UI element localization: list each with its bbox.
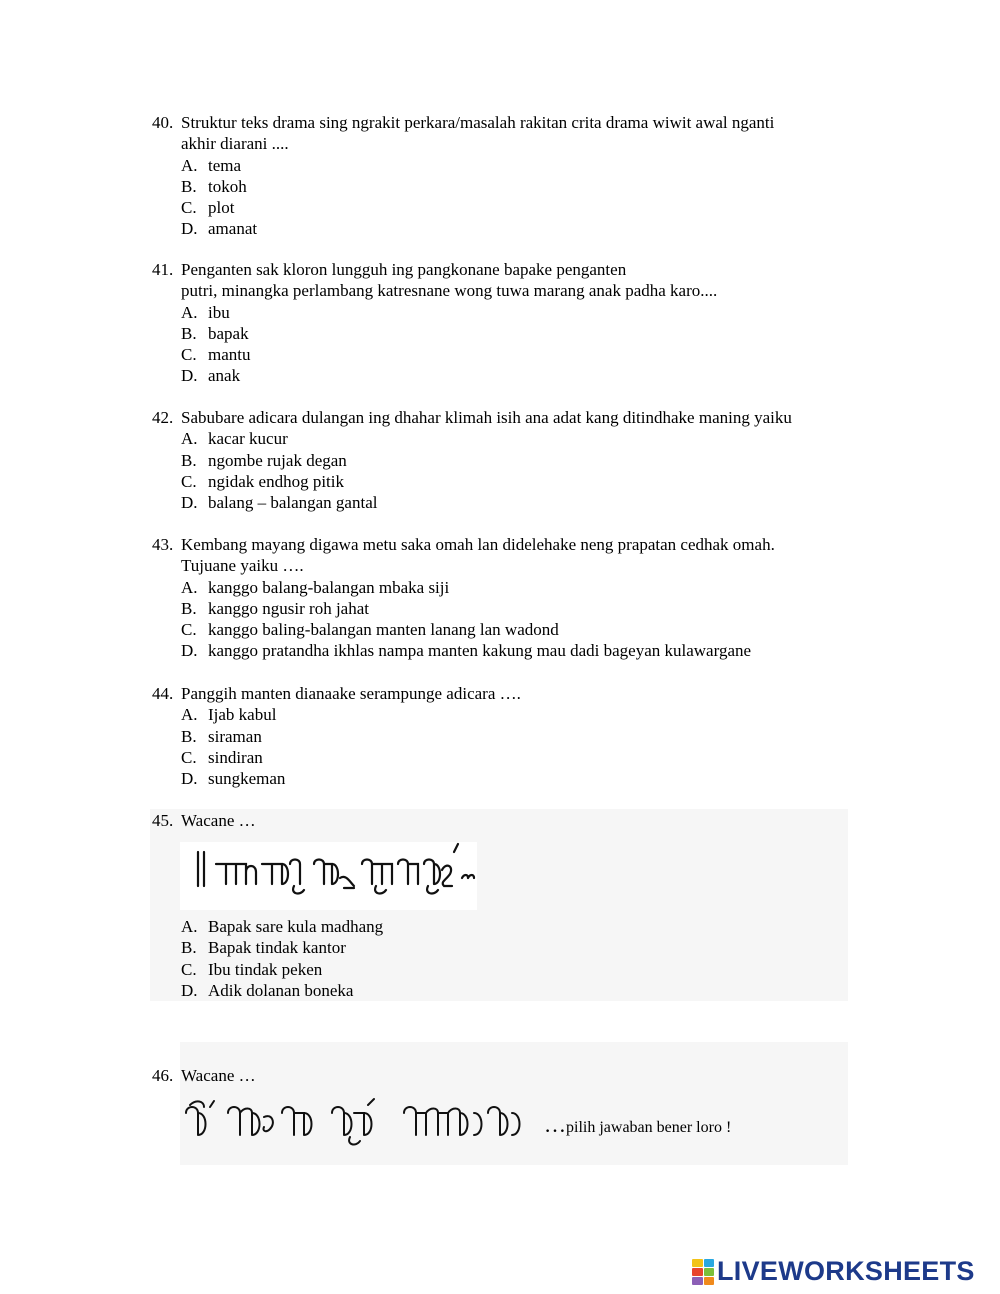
option-text: Ibu tindak peken — [208, 959, 323, 979]
option-text: ibu — [208, 302, 230, 322]
option-text: kanggo baling-balangan manten lanang lan wadond — [208, 620, 559, 640]
option-letter: C. — [181, 198, 197, 218]
option-text: anak — [208, 366, 241, 386]
option-text: tokoh — [208, 176, 247, 196]
question-45-options — [152, 916, 872, 1001]
option-text: kanggo pratandha ikhlas nampa manten kakung mau dadi bageyan kulawargane — [208, 641, 752, 661]
question-41 — [152, 259, 872, 387]
option-d[interactable] — [181, 365, 872, 386]
question-number: 43. — [152, 535, 174, 554]
question-number: 42. — [152, 408, 174, 427]
question-stem-line: Struktur teks drama sing ngrakit perkara/masalah rakitan crita drama wiwit awal nganti — [181, 113, 775, 132]
option-a[interactable] — [181, 577, 872, 598]
option-b[interactable] — [181, 176, 872, 197]
question-number: 41. — [152, 260, 174, 279]
question-number: 46. — [152, 1066, 174, 1085]
ellipsis: … — [544, 1112, 566, 1137]
instruction-text: pilih jawaban bener loro ! — [566, 1119, 732, 1136]
question-stem-line: akhir diarani .... — [181, 134, 289, 154]
option-a[interactable] — [181, 302, 872, 323]
question-stem-line: Wacane … — [181, 1066, 256, 1085]
option-text: plot — [208, 198, 235, 218]
question-number: 44. — [152, 684, 174, 703]
option-text: ngidak endhog pitik — [208, 471, 344, 491]
option-text: tema — [208, 155, 242, 175]
question-number: 45. — [152, 811, 174, 830]
option-c[interactable] — [181, 747, 872, 768]
javanese-script-drawing-46 — [182, 1097, 542, 1149]
option-b[interactable] — [181, 598, 872, 619]
option-a[interactable] — [181, 428, 872, 449]
option-text: Bapak sare kula madhang — [208, 917, 384, 936]
option-d[interactable] — [181, 768, 872, 789]
question-stem-line: Tujuane yaiku …. — [181, 556, 304, 576]
option-text: ngombe rujak degan — [208, 450, 347, 470]
option-a[interactable] — [181, 916, 872, 937]
option-letter: A. — [181, 917, 198, 936]
option-text: sindiran — [208, 747, 263, 767]
option-text: kanggo ngusir roh jahat — [208, 598, 369, 618]
option-text: balang – balangan gantal — [208, 493, 378, 513]
logo-block — [692, 1259, 703, 1267]
option-c[interactable] — [181, 344, 872, 365]
q46-shade-inner — [150, 1042, 180, 1165]
option-a[interactable] — [181, 155, 872, 176]
logo-block — [692, 1277, 703, 1285]
option-letter: B. — [181, 323, 197, 343]
option-text: mantu — [208, 345, 251, 365]
question-stem-line: Wacane … — [181, 811, 256, 830]
option-text: Bapak tindak kantor — [208, 938, 346, 958]
question-46-instruction — [544, 1112, 731, 1138]
question-40 — [152, 112, 872, 240]
question-stem-line: Penganten sak kloron lungguh ing pangkonane bapake penganten — [181, 260, 627, 279]
option-letter: C. — [181, 747, 197, 767]
option-text: Adik dolanan boneka — [208, 980, 354, 1000]
option-letter: D. — [181, 641, 198, 661]
option-letter: A. — [181, 429, 198, 449]
question-stem-line: putri, minangka perlambang katresnane wong tuwa marang anak padha karo.... — [181, 281, 718, 301]
logo-block — [704, 1277, 715, 1285]
question-number: 40. — [152, 113, 174, 132]
liveworksheets-logo — [692, 1256, 975, 1287]
option-letter: B. — [181, 598, 197, 618]
option-text: kanggo balang-balangan mbaka siji — [208, 577, 450, 597]
option-c[interactable] — [181, 471, 872, 492]
question-45 — [152, 810, 872, 831]
option-c[interactable] — [181, 959, 872, 980]
option-text: kacar kucur — [208, 429, 288, 449]
option-text: bapak — [208, 323, 249, 343]
option-letter: A. — [181, 577, 198, 597]
option-letter: B. — [181, 176, 197, 196]
option-d[interactable] — [181, 980, 872, 1001]
option-d[interactable] — [181, 492, 872, 513]
option-b[interactable] — [181, 937, 872, 958]
option-b[interactable] — [181, 450, 872, 471]
logo-block — [704, 1268, 715, 1276]
option-b[interactable] — [181, 323, 872, 344]
option-c[interactable] — [181, 619, 872, 640]
option-d[interactable] — [181, 640, 872, 661]
liveworksheets-logo-icon — [692, 1259, 714, 1285]
liveworksheets-logo-text: LIVEWORKSHEETS — [717, 1256, 975, 1286]
question-stem-line: Kembang mayang digawa metu saka omah lan didelehake neng prapatan cedhak omah. — [181, 535, 775, 554]
option-text: siraman — [208, 726, 262, 746]
option-letter: C. — [181, 959, 197, 979]
javanese-script-drawing — [180, 842, 477, 910]
option-text: amanat — [208, 219, 258, 239]
question-44 — [152, 683, 872, 789]
question-stem-line: Sabubare adicara dulangan ing dhahar klimah isih ana adat kang ditindhake maning yaiku — [181, 408, 792, 427]
option-d[interactable] — [181, 218, 872, 239]
logo-block — [704, 1259, 715, 1267]
option-letter: B. — [181, 938, 197, 958]
option-letter: A. — [181, 302, 198, 322]
question-stem-line: Panggih manten dianaake serampunge adicara …. — [181, 684, 521, 703]
question-42 — [152, 407, 872, 513]
option-text: Ijab kabul — [208, 705, 277, 725]
option-letter: D. — [181, 493, 198, 513]
option-letter: C. — [181, 345, 197, 365]
option-letter: D. — [181, 980, 198, 1000]
javanese-script-text — [182, 1097, 542, 1149]
option-letter: D. — [181, 769, 198, 789]
javanese-script-image — [180, 842, 477, 910]
question-46 — [152, 1065, 872, 1086]
option-letter: A. — [181, 155, 198, 175]
question-43 — [152, 534, 872, 662]
option-letter: B. — [181, 726, 197, 746]
option-letter: A. — [181, 705, 198, 725]
option-a[interactable] — [181, 704, 872, 725]
option-letter: B. — [181, 450, 197, 470]
option-letter: C. — [181, 471, 197, 491]
option-c[interactable] — [181, 197, 872, 218]
option-text: sungkeman — [208, 769, 286, 789]
option-letter: D. — [181, 366, 198, 386]
option-letter: D. — [181, 219, 198, 239]
logo-block — [692, 1268, 703, 1276]
option-b[interactable] — [181, 726, 872, 747]
option-letter: C. — [181, 620, 197, 640]
